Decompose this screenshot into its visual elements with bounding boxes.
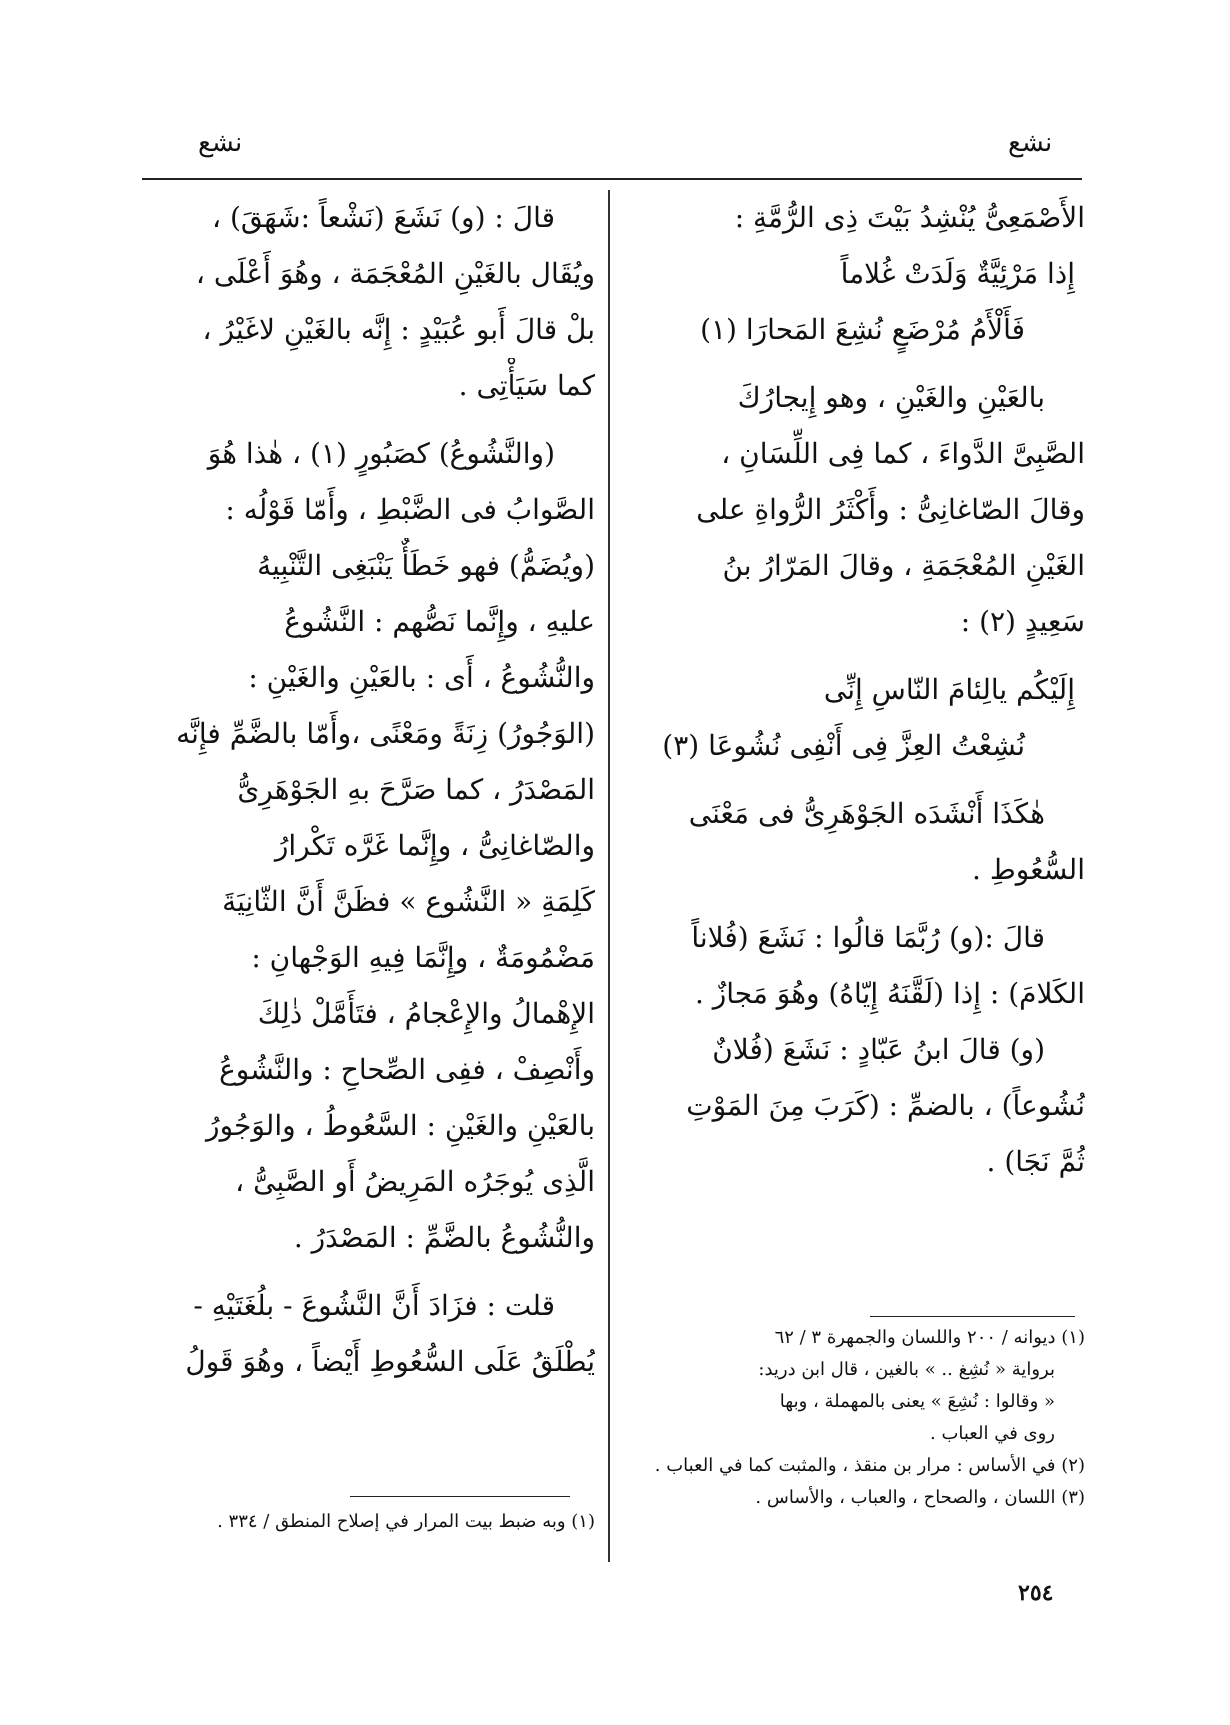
column-divider [608,190,610,1562]
text-line: بلْ قالَ أَبو عُبَيْدٍ : إِنَّه بالغَيْنِ لاغَيْرُ ، [202,313,595,346]
text-line: (والنَّشُوعُ) كصَبُورٍ (١) ، هٰذا هُوَ [207,437,555,470]
footnote-line: (٢) في الأساس : مرار بن منقذ ، والمثبت كما في العباب . [654,1455,1085,1476]
footnote-line: روى في العباب . [930,1423,1055,1444]
text-line: الإِهْمالُ والإِعْجامُ ، فتَأَمَّلْ ذٰلِكَ [257,997,595,1030]
footnote-rule-right [870,1316,1075,1317]
text-line: الغَيْنِ المُعْجَمَةِ ، وقالَ المَرّارُ بنُ [722,549,1085,582]
text-line: سَعِيدٍ (٢) : [960,605,1085,638]
footnote-line: (٣) اللسان ، والصحاح ، والعباب ، والأساس . [755,1487,1085,1508]
text-line: والصّاغانِىُّ ، وإِنَّما غَرَّه تَكْرارُ [274,829,595,862]
header-rule [142,178,1082,180]
footnote-line: « وقالوا : نُشِعَ » يعنى بالمهملة ، وبها [779,1391,1055,1412]
text-line: قالَ : (و) نَشَعَ (نَشْعاً :شَهَقَ) ، [212,201,555,234]
text-line: المَصْدَرُ ، كما صَرَّحَ بهِ الجَوْهَرِىُّ [237,773,595,806]
text-line: ويُقَال بالغَيْنِ المُعْجَمَة ، وهُوَ أَعْلَى ، [195,257,595,290]
footnotes-left [140,1506,595,1538]
text-line: وأَنْصِفْ ، ففِى الصِّحاحِ : والنَّشُوعُ [219,1053,595,1086]
footnote-line: (١) ديوانه / ٢٠٠ واللسان والجمهرة ٣ / ٦٢ [774,1327,1085,1348]
text-line: (الوَجُورُ) زِنَةً ومَعْنًى ،وأَمّا بالضَّمِّ فإِنَّه [176,717,595,750]
left-column [140,190,595,1520]
header-word-right: نشع [1008,128,1053,158]
text-line: والنُّشُوعُ ، أَى : بالعَيْنِ والغَيْنِ : [248,661,595,694]
text-line: الكَلامَ) : إِذا (لَقَّنَهُ إِيّاهُ) وهُوَ مَجازٌ . [694,977,1085,1010]
text-line: الصَّبِىَّ الدَّواءَ ، كما فِى اللِّسَانِ ، [721,437,1085,470]
footnote-rule-left [350,1496,570,1497]
header-word-left: نشع [198,128,243,158]
verse-line: إِلَيْكُم يالِئامَ النّاسِ إِنِّى [823,673,1075,706]
verse-line: فَأَلْأَمُ مُرْضَعٍ نُشِعَ المَحارَا (١) [700,313,1025,346]
text-line: هٰكَذَا أَنْشَدَه الجَوْهَرِىُّ فى مَعْنَى [688,797,1045,830]
text-line: بالعَيْنِ والغَيْنِ : السَّعُوطُ ، والوَجُورُ [206,1109,595,1142]
text-line: السُّعُوطِ . [972,853,1085,886]
footnote-line: (١) وبه ضبط بيت المرار في إصلاح المنطق / ٣٣٤ . [217,1511,595,1532]
text-line: الأَصْمَعِىُّ يُنْشِدُ بَيْتَ ذِى الرُّمَّةِ : [734,201,1085,234]
text-line: (ويُضَمُّ) فهو خَطَأٌ يَنْبَغِى التَّنْبِيهُ [257,549,595,582]
verse-line: إِذا مَرْئِيَّةٌ وَلَدَتْ غُلاماً [840,257,1075,290]
text-line: كَلِمَةِ « النَّشُوع » فظَنَّ أَنَّ الثّانِيَةَ [222,885,595,918]
text-line: قالَ :(و) رُبَّمَا قالُوا : نَشَعَ (فُلاناً [691,921,1045,954]
text-line: وقالَ الصّاغانِىُّ : وأَكْثَرُ الرُّواةِ على [696,493,1085,526]
text-line: (و) قالَ ابنُ عَبّادٍ : نَشَعَ (فُلانٌ [712,1033,1045,1066]
text-line: عليهِ ، وإِنَّما نَصُّهم : النَّشُوعُ [284,605,595,638]
text-line: الصَّوابُ فى الضَّبْطِ ، وأَمّا قَوْلُه : [225,493,595,526]
text-line: كما سَيَأْتِى . [458,369,595,402]
text-line: والنُّشُوعُ بالضَّمِّ : المَصْدَرُ . [293,1221,595,1254]
footnote-line: برواية « نُشِغ .. » بالغين ، قال ابن دريد: [758,1359,1055,1380]
text-line: يُطْلَقُ عَلَى السُّعُوطِ أَيْضاً ، وهُوَ قَولُ [185,1345,595,1378]
text-line: مَضْمُومَةٌ ، وإِنَّمَا فِيهِ الوَجْهانِ : [251,941,595,974]
text-line: ثُمَّ نَجَا) . [986,1145,1085,1178]
page-number: ٢٥٤ [1018,1580,1054,1606]
right-column [625,190,1085,1510]
text-line: بالعَيْنِ والغَيْنِ ، وهو إِيجارُكَ [737,381,1045,414]
text-line: نُشُوعاً) ، بالضمِّ : (كَرَبَ مِنَ المَوْتِ [686,1089,1085,1122]
text-line: قلت : فزَادَ أَنَّ النَّشُوعَ - بلُغَتَيْهِ - [193,1289,555,1322]
text-line: الَّذِى يُوجَرُه المَرِيضُ أَو الصَّبِىُّ ، [235,1165,595,1198]
footnotes-right [625,1322,1085,1514]
verse-line: نُشِعْتُ العِزَّ فِى أَنْفِى نُشُوعَا (٣) [662,729,1025,762]
